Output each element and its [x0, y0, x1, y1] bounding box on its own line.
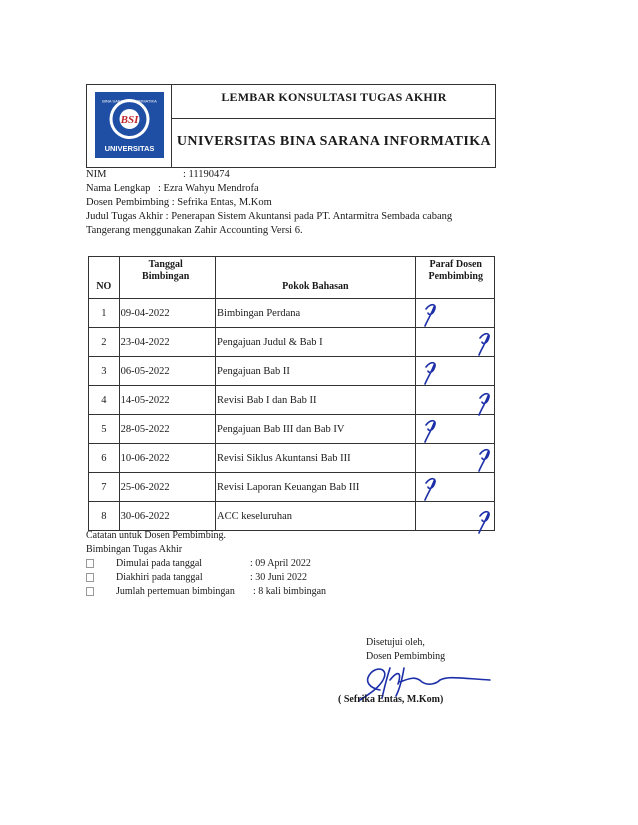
row-topic: Revisi Bab I dan Bab II — [216, 386, 416, 415]
count-value: : 8 kali bimbingan — [253, 586, 327, 597]
row-number: 7 — [89, 473, 120, 502]
count-label: Jumlah pertemuan bimbingan — [116, 586, 235, 597]
paraf-signature-icon — [474, 390, 496, 416]
nim-value: : 11190474 — [183, 169, 230, 180]
paraf-signature-icon — [474, 446, 496, 472]
row-date: 06-05-2022 — [119, 357, 215, 386]
table-row — [89, 444, 495, 473]
logo-ring-text: BINA SARANA INFORMATIKA — [102, 98, 157, 104]
table-row — [89, 502, 495, 531]
row-date: 23-04-2022 — [119, 328, 215, 357]
notes-line2: Bimbingan Tugas Akhir — [86, 544, 183, 555]
row-topic: Pengajuan Judul & Bab I — [216, 328, 416, 357]
approval-line1: Disetujui oleh, — [366, 637, 425, 648]
table-row — [89, 386, 495, 415]
paraf-signature-icon — [474, 330, 496, 356]
paraf-signature-icon — [420, 417, 442, 443]
row-topic: Revisi Siklus Akuntansi Bab III — [216, 444, 416, 473]
col-topic: Pokok Bahasan — [216, 257, 416, 299]
signer-name: ( Sefrika Entas, M.Kom) — [338, 694, 444, 705]
row-date: 09-04-2022 — [119, 299, 215, 328]
row-paraf — [415, 386, 494, 415]
row-date: 25-06-2022 — [119, 473, 215, 502]
col-date: Tanggal Bimbingan — [119, 257, 215, 299]
table-row — [89, 328, 495, 357]
paraf-signature-icon — [474, 508, 496, 534]
name-value: : Ezra Wahyu Mendrofa — [158, 183, 259, 194]
thesis-title-line1: : Penerapan Sistem Akuntansi pada PT. Antarmitra Sembada cabang — [165, 211, 453, 222]
header-divider — [172, 118, 496, 119]
thesis-title-line2: Tangerang menggunakan Zahir Accounting Versi 6. — [86, 225, 303, 236]
table-row — [89, 357, 495, 386]
start-label: Dimulai pada tanggal — [116, 558, 203, 569]
row-paraf — [415, 328, 494, 357]
row-number: 1 — [89, 299, 120, 328]
approval-line2: Dosen Pembimbing — [366, 651, 446, 662]
paraf-signature-icon — [420, 475, 442, 501]
university-name: UNIVERSITAS BINA SARANA INFORMATIKA — [176, 134, 492, 149]
row-number: 8 — [89, 502, 120, 531]
row-number: 3 — [89, 357, 120, 386]
row-paraf — [415, 444, 494, 473]
logo-badge: UNIVERSITAS — [104, 144, 155, 153]
paraf-signature-icon — [420, 301, 442, 327]
svg-text:BSI: BSI — [120, 114, 139, 126]
row-paraf — [415, 415, 494, 444]
row-topic: ACC keseluruhan — [216, 502, 416, 531]
row-date: 14-05-2022 — [119, 386, 215, 415]
checkbox-count — [86, 587, 94, 596]
checkbox-start — [86, 559, 94, 568]
row-number: 4 — [89, 386, 120, 415]
row-topic: Bimbingan Perdana — [216, 299, 416, 328]
form-title: LEMBAR KONSULTASI TUGAS AKHIR — [221, 90, 447, 104]
start-value: : 09 April 2022 — [250, 558, 311, 569]
university-logo — [95, 92, 164, 158]
row-paraf — [415, 502, 494, 531]
name-label: Nama Lengkap — [86, 183, 151, 194]
checkbox-end — [86, 573, 94, 582]
thesis-title-label: Judul Tugas Akhir — [86, 211, 164, 222]
row-number: 2 — [89, 328, 120, 357]
consultation-table — [88, 256, 495, 531]
row-paraf — [415, 473, 494, 502]
table-header-row — [89, 257, 495, 299]
student-info — [86, 168, 452, 238]
row-date: 10-06-2022 — [119, 444, 215, 473]
end-value: : 30 Juni 2022 — [250, 572, 307, 583]
paraf-signature-icon — [420, 359, 442, 385]
row-topic: Pengajuan Bab III dan Bab IV — [216, 415, 416, 444]
row-paraf — [415, 299, 494, 328]
col-paraf: Paraf Dosen Pembimbing — [415, 257, 494, 299]
notes-section — [86, 529, 326, 599]
table-row — [89, 299, 495, 328]
row-number: 6 — [89, 444, 120, 473]
end-label: Diakhiri pada tanggal — [116, 572, 203, 583]
row-date: 28-05-2022 — [119, 415, 215, 444]
notes-line1: Catatan untuk Dosen Pembimbing. — [86, 530, 226, 541]
advisor-label: Dosen Pembimbing — [86, 197, 170, 208]
row-topic: Revisi Laporan Keuangan Bab III — [216, 473, 416, 502]
col-no: NO — [89, 257, 120, 299]
nim-label: NIM — [86, 169, 107, 180]
row-date: 30-06-2022 — [119, 502, 215, 531]
table-row — [89, 415, 495, 444]
row-topic: Pengajuan Bab II — [216, 357, 416, 386]
table-row — [89, 473, 495, 502]
row-number: 5 — [89, 415, 120, 444]
advisor-value: : Sefrika Entas, M.Kom — [171, 197, 272, 208]
row-paraf — [415, 357, 494, 386]
